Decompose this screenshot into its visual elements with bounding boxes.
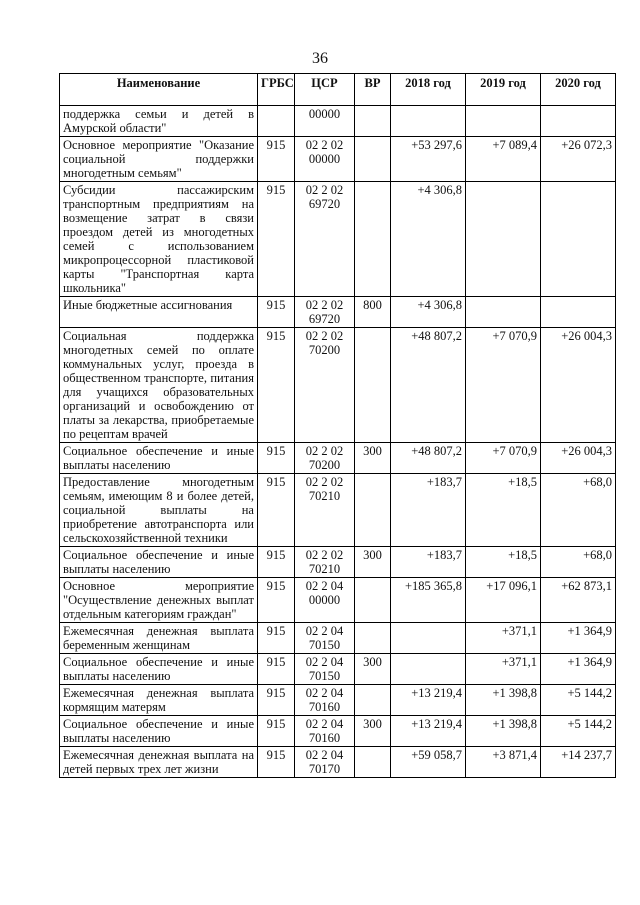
header-grbs: ГРБС bbox=[258, 74, 295, 106]
cell-2018: +59 058,7 bbox=[391, 747, 466, 778]
header-csr: ЦСР bbox=[295, 74, 355, 106]
cell-grbs bbox=[258, 106, 295, 137]
table-row bbox=[60, 106, 616, 137]
cell-vr bbox=[355, 474, 391, 547]
budget-table bbox=[59, 73, 616, 778]
cell-2020 bbox=[541, 106, 616, 137]
cell-2019: +18,5 bbox=[466, 474, 541, 547]
cell-name: Социальное обеспечение и иные выплаты населению bbox=[60, 547, 258, 578]
cell-2019: +7 070,9 bbox=[466, 443, 541, 474]
table-row bbox=[60, 474, 616, 547]
table-row bbox=[60, 328, 616, 443]
cell-2019 bbox=[466, 297, 541, 328]
cell-vr: 300 bbox=[355, 443, 391, 474]
table-row bbox=[60, 137, 616, 182]
cell-2020: +26 004,3 bbox=[541, 328, 616, 443]
cell-2019 bbox=[466, 182, 541, 297]
header-2019: 2019 год bbox=[466, 74, 541, 106]
cell-grbs: 915 bbox=[258, 182, 295, 297]
cell-csr: 02 2 02 69720 bbox=[295, 297, 355, 328]
table-row bbox=[60, 623, 616, 654]
header-vr: ВР bbox=[355, 74, 391, 106]
cell-name: Иные бюджетные ассигнования bbox=[60, 297, 258, 328]
cell-2020: +14 237,7 bbox=[541, 747, 616, 778]
cell-vr: 800 bbox=[355, 297, 391, 328]
cell-grbs: 915 bbox=[258, 474, 295, 547]
cell-grbs: 915 bbox=[258, 443, 295, 474]
cell-2018 bbox=[391, 623, 466, 654]
cell-grbs: 915 bbox=[258, 716, 295, 747]
cell-vr bbox=[355, 328, 391, 443]
header-2020: 2020 год bbox=[541, 74, 616, 106]
cell-2018: +183,7 bbox=[391, 547, 466, 578]
cell-csr: 02 2 04 70150 bbox=[295, 654, 355, 685]
cell-csr: 02 2 02 70210 bbox=[295, 547, 355, 578]
cell-name: Основное мероприятие "Осуществление денежных выплат отдельным категориям граждан" bbox=[60, 578, 258, 623]
cell-grbs: 915 bbox=[258, 328, 295, 443]
table-row bbox=[60, 685, 616, 716]
table-row bbox=[60, 443, 616, 474]
cell-grbs: 915 bbox=[258, 547, 295, 578]
cell-csr: 02 2 02 69720 bbox=[295, 182, 355, 297]
cell-vr: 300 bbox=[355, 716, 391, 747]
table-row bbox=[60, 578, 616, 623]
table-body bbox=[60, 106, 616, 778]
cell-grbs: 915 bbox=[258, 137, 295, 182]
cell-csr: 02 2 04 70170 bbox=[295, 747, 355, 778]
table-row bbox=[60, 654, 616, 685]
cell-2019: +3 871,4 bbox=[466, 747, 541, 778]
cell-grbs: 915 bbox=[258, 654, 295, 685]
cell-2018: +48 807,2 bbox=[391, 328, 466, 443]
cell-csr: 02 2 02 00000 bbox=[295, 137, 355, 182]
cell-name: Социальное обеспечение и иные выплаты населению bbox=[60, 443, 258, 474]
header-2018: 2018 год bbox=[391, 74, 466, 106]
cell-name: поддержка семьи и детей в Амурской области" bbox=[60, 106, 258, 137]
cell-csr: 02 2 04 00000 bbox=[295, 578, 355, 623]
cell-name: Ежемесячная денежная выплата беременным женщинам bbox=[60, 623, 258, 654]
cell-2019: +7 070,9 bbox=[466, 328, 541, 443]
cell-vr bbox=[355, 623, 391, 654]
cell-name: Ежемесячная денежная выплата кормящим матерям bbox=[60, 685, 258, 716]
table-header-row bbox=[60, 74, 616, 106]
cell-name: Основное мероприятие "Оказание социальной поддержки многодетным семьям" bbox=[60, 137, 258, 182]
cell-name: Субсидии пассажирским транспортным предприятиям на возмещение затрат в связи проездом детей из многодетных семей с использованием микропроцессорной пластиковой карты "Транспортная карта школьника" bbox=[60, 182, 258, 297]
cell-vr bbox=[355, 685, 391, 716]
cell-2020: +26 072,3 bbox=[541, 137, 616, 182]
cell-vr: 300 bbox=[355, 547, 391, 578]
cell-grbs: 915 bbox=[258, 578, 295, 623]
cell-2020: +5 144,2 bbox=[541, 685, 616, 716]
cell-2018 bbox=[391, 654, 466, 685]
table-row bbox=[60, 297, 616, 328]
cell-2019: +7 089,4 bbox=[466, 137, 541, 182]
cell-2018: +53 297,6 bbox=[391, 137, 466, 182]
cell-name: Ежемесячная денежная выплата на детей первых трех лет жизни bbox=[60, 747, 258, 778]
cell-2020 bbox=[541, 182, 616, 297]
cell-2018: +183,7 bbox=[391, 474, 466, 547]
cell-grbs: 915 bbox=[258, 623, 295, 654]
cell-vr bbox=[355, 578, 391, 623]
cell-2019: +371,1 bbox=[466, 623, 541, 654]
cell-2018: +13 219,4 bbox=[391, 685, 466, 716]
cell-2018: +48 807,2 bbox=[391, 443, 466, 474]
cell-csr: 02 2 04 70150 bbox=[295, 623, 355, 654]
cell-vr bbox=[355, 106, 391, 137]
cell-vr bbox=[355, 747, 391, 778]
cell-2020: +68,0 bbox=[541, 474, 616, 547]
cell-name: Предоставление многодетным семьям, имеющим 8 и более детей, социальной выплаты на приобретение автотранспорта или сельскохозяйственной техники bbox=[60, 474, 258, 547]
cell-2020: +62 873,1 bbox=[541, 578, 616, 623]
header-name: Наименование bbox=[60, 74, 258, 106]
cell-2020: +68,0 bbox=[541, 547, 616, 578]
cell-2020 bbox=[541, 297, 616, 328]
table-row bbox=[60, 716, 616, 747]
cell-2019: +18,5 bbox=[466, 547, 541, 578]
cell-csr: 02 2 02 70200 bbox=[295, 328, 355, 443]
cell-vr bbox=[355, 137, 391, 182]
cell-2020: +1 364,9 bbox=[541, 654, 616, 685]
cell-2020: +26 004,3 bbox=[541, 443, 616, 474]
cell-csr: 02 2 02 70200 bbox=[295, 443, 355, 474]
page-number: 36 bbox=[312, 50, 328, 67]
cell-2018: +4 306,8 bbox=[391, 297, 466, 328]
cell-csr: 02 2 04 70160 bbox=[295, 716, 355, 747]
table-row bbox=[60, 747, 616, 778]
cell-2019 bbox=[466, 106, 541, 137]
cell-vr: 300 bbox=[355, 654, 391, 685]
cell-2018: +4 306,8 bbox=[391, 182, 466, 297]
cell-csr: 02 2 02 70210 bbox=[295, 474, 355, 547]
cell-2018: +185 365,8 bbox=[391, 578, 466, 623]
cell-2018: +13 219,4 bbox=[391, 716, 466, 747]
cell-csr: 02 2 04 70160 bbox=[295, 685, 355, 716]
cell-2020: +5 144,2 bbox=[541, 716, 616, 747]
cell-2019: +371,1 bbox=[466, 654, 541, 685]
table-row bbox=[60, 182, 616, 297]
cell-grbs: 915 bbox=[258, 747, 295, 778]
cell-csr: 00000 bbox=[295, 106, 355, 137]
cell-2019: +1 398,8 bbox=[466, 685, 541, 716]
cell-name: Социальное обеспечение и иные выплаты населению bbox=[60, 716, 258, 747]
cell-2019: +17 096,1 bbox=[466, 578, 541, 623]
cell-2018 bbox=[391, 106, 466, 137]
cell-2020: +1 364,9 bbox=[541, 623, 616, 654]
cell-vr bbox=[355, 182, 391, 297]
cell-name: Социальное обеспечение и иные выплаты населению bbox=[60, 654, 258, 685]
table-row bbox=[60, 547, 616, 578]
cell-grbs: 915 bbox=[258, 685, 295, 716]
cell-2019: +1 398,8 bbox=[466, 716, 541, 747]
cell-name: Социальная поддержка многодетных семей по оплате коммунальных услуг, проезда в общественном транспорте, питания для учащихся образовательных организаций и освобождению от платы за лекарства, приобретаемые по рецептам врачей bbox=[60, 328, 258, 443]
cell-grbs: 915 bbox=[258, 297, 295, 328]
